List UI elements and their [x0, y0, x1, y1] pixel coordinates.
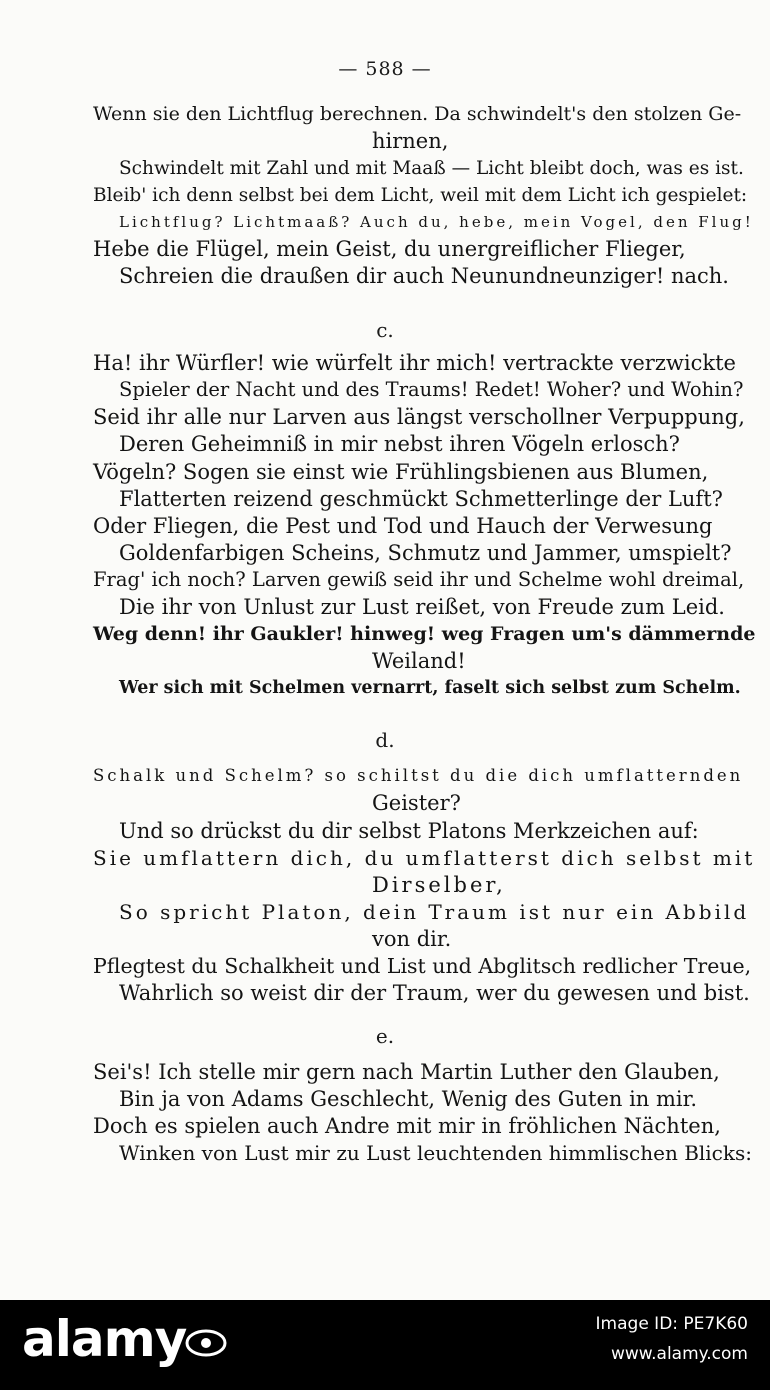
text-line: Wenn sie den Lichtflug berechnen. Da schwindelt's den stolzen Ge-: [93, 103, 742, 125]
text-line: Schalk und Schelm? so schiltst du die dich umflatternden: [93, 766, 744, 785]
text-line: Oder Fliegen, die Pest und Tod und Hauch der Verwesung: [93, 514, 713, 538]
text-line: Wahrlich so weist dir der Traum, wer du gewesen und bist.: [119, 981, 750, 1005]
text-line: Ha! ihr Würfler! wie würfelt ihr mich! vertrackte verzwickte: [93, 351, 736, 375]
text-line: Winken von Lust mir zu Lust leuchtenden himmlischen Blicks:: [119, 1141, 753, 1165]
text-line: Sie umflattern dich, du umflatterst dich selbst mit: [93, 846, 756, 870]
text-line: Sei's! Ich stelle mir gern nach Martin Luther den Glauben,: [93, 1060, 720, 1084]
text-line: Bleib' ich denn selbst bei dem Licht, weil mit dem Licht ich gespielet:: [93, 185, 748, 206]
text-line: Dirselber,: [372, 873, 506, 897]
alamy-logo: alamy: [22, 1310, 187, 1368]
section-d: d.: [375, 728, 395, 752]
text-line: Spieler der Nacht und des Traums! Redet! Woher? und Wohin?: [119, 378, 744, 401]
text-line: Frag' ich noch? Larven gewiß seid ihr und Schelme wohl dreimal,: [93, 568, 745, 591]
text-line: hirnen,: [372, 129, 449, 153]
text-line: Bin ja von Adams Geschlecht, Wenig des Guten in mir.: [119, 1087, 698, 1111]
text-line: Lichtflug? Lichtmaaß? Auch du, hebe, mein Vogel, den Flug!: [119, 213, 754, 231]
text-line: Geister?: [372, 791, 461, 815]
text-line: Wer sich mit Schelmen vernarrt, faselt sich selbst zum Schelm.: [119, 678, 741, 698]
text-line: Weg denn! ihr Gaukler! hinweg! weg Fragen um's dämmernde: [93, 623, 756, 645]
text-line: Goldenfarbigen Scheins, Schmutz und Jammer, umspielt?: [119, 541, 732, 565]
image-id: Image ID: PE7K60: [595, 1314, 748, 1334]
text-line: Seid ihr alle nur Larven aus längst verschollner Verpuppung,: [93, 405, 745, 429]
text-line: Hebe die Flügel, mein Geist, du unergreiflicher Flieger,: [93, 237, 686, 261]
text-line: Und so drückst du dir selbst Platons Merkzeichen auf:: [119, 819, 699, 843]
text-line: Pflegtest du Schalkheit und List und Abglitsch redlicher Treue,: [93, 954, 752, 978]
text-line: Schreien die draußen dir auch Neunundneunziger! nach.: [119, 264, 729, 288]
watermark-footer: [0, 1300, 770, 1390]
section-e: e.: [375, 1024, 395, 1048]
camera-aperture-icon: [185, 1328, 227, 1358]
page-number: — 588 —: [338, 58, 432, 80]
source-url: www.alamy.com: [610, 1344, 748, 1364]
section-c: c.: [376, 318, 394, 342]
text-line: So spricht Platon, dein Traum ist nur ein Abbild: [119, 900, 750, 924]
text-line: Doch es spielen auch Andre mit mir in fröhlichen Nächten,: [93, 1114, 721, 1138]
text-line: Die ihr von Unlust zur Lust reißet, von Freude zum Leid.: [119, 595, 725, 619]
text-line: Flatterten reizend geschmückt Schmetterlinge der Luft?: [119, 487, 723, 511]
text-line: Schwindelt mit Zahl und mit Maaß — Licht bleibt doch, was es ist.: [119, 158, 744, 179]
text-line: Deren Geheimniß in mir nebst ihren Vögeln erlosch?: [119, 432, 680, 456]
text-line: Vögeln? Sogen sie einst wie Frühlingsbienen aus Blumen,: [93, 460, 709, 484]
text-line: Weiland!: [372, 649, 466, 673]
text-line: von dir.: [372, 927, 452, 951]
